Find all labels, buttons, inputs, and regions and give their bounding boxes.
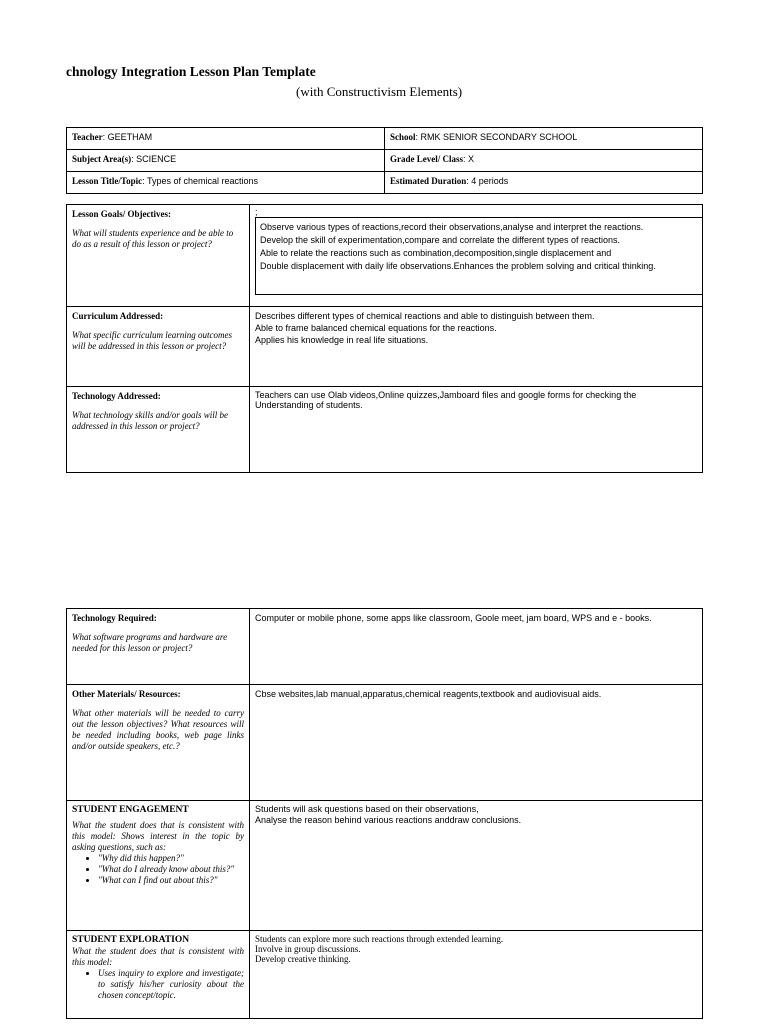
teacher-value: : GEETHAM — [102, 132, 153, 142]
exploration-heading: STUDENT EXPLORATION — [72, 935, 190, 945]
duration-cell — [385, 172, 703, 194]
lesson-value: : Types of chemical reactions — [142, 176, 258, 186]
technology-question: What technology skills and/or goals will be addressed in this lesson or project? — [72, 410, 228, 431]
exploration-content-cell — [250, 931, 703, 1019]
engagement-content-cell — [250, 801, 703, 931]
tech-required-label: Technology Required: — [72, 613, 157, 623]
document-subtitle: (with Constructivism Elements) — [296, 84, 463, 99]
grade-value: : X — [463, 154, 475, 164]
curriculum-label-cell — [67, 307, 250, 387]
engagement-line: Analyse the reason behind various reactions anddraw conclusions. — [255, 815, 522, 825]
engagement-intro: What the student does that is consistent with this model: Shows interest in the topic by asking questions, such as: — [72, 820, 244, 852]
engagement-bullet: • "What can I find out about this?" — [98, 875, 244, 886]
goals-line: Double displacement with daily life observations.Enhances the problem solving and critical thinking. — [260, 261, 656, 271]
tech-required-content-cell — [250, 609, 703, 685]
duration-label: Estimated Duration — [390, 176, 467, 186]
engagement-bullet: • "Why did this happen?" — [98, 853, 244, 864]
goals-text-box — [255, 217, 703, 295]
goals-label-cell — [67, 205, 250, 307]
engagement-heading: STUDENT ENGAGEMENT — [72, 805, 189, 815]
lesson-cell — [67, 172, 385, 194]
resources-table — [66, 608, 703, 1019]
exploration-bullet: • Uses inquiry to explore and investigate; to satisfy his/her curiosity about the chosen concept/topic. — [98, 968, 244, 1001]
exploration-bullet-list — [72, 968, 244, 1001]
curriculum-content-cell — [250, 307, 703, 387]
goals-question: What will students experience and be able to do as a result of this lesson or project? — [72, 228, 234, 249]
exploration-line: Develop creative thinking. — [255, 954, 351, 964]
materials-question: What other materials will be needed to carry out the lesson objectives? What resources will be needed including books, web page links and/or outside speakers, etc.? — [72, 708, 244, 751]
teacher-cell — [67, 128, 385, 150]
grade-cell — [385, 150, 703, 172]
lesson-label: Lesson Title/Topic — [72, 176, 143, 186]
exploration-line: Involve in group discussions. — [255, 944, 361, 954]
school-cell — [385, 128, 703, 150]
exploration-intro: What the student does that is consistent with this model: — [72, 946, 244, 967]
materials-text: Cbse websites,lab manual,apparatus,chemical reagents,textbook and audiovisual aids. — [255, 689, 602, 699]
engagement-line: Students will ask questions based on their observations, — [255, 804, 479, 814]
curriculum-line: Applies his knowledge in real life situations. — [255, 335, 429, 345]
technology-label-cell — [67, 387, 250, 473]
subject-value: : SCIENCE — [131, 154, 177, 164]
exploration-line: Students can explore more such reactions through extended learning. — [255, 934, 504, 944]
engagement-bullet-list — [72, 853, 244, 886]
materials-content-cell — [250, 685, 703, 801]
lesson-table — [66, 204, 703, 473]
engagement-bullet: • "What do I already know about this?" — [98, 864, 244, 875]
subject-cell — [67, 150, 385, 172]
goals-line: Develop the skill of experimentation,compare and correlate the different types of reactions. — [260, 235, 621, 245]
curriculum-line: Able to frame balanced chemical equations for the reactions. — [255, 323, 497, 333]
duration-value: : 4 periods — [466, 176, 509, 186]
exploration-label-cell — [67, 931, 250, 1019]
tech-required-question: What software programs and hardware are needed for this lesson or project? — [72, 632, 228, 653]
school-label: School — [390, 132, 416, 142]
goals-label: Lesson Goals/ Objectives: — [72, 209, 171, 219]
technology-text: Teachers can use Olab videos,Online quizzes,Jamboard files and google forms for checking the Understanding of students. — [255, 390, 637, 410]
teacher-label: Teacher — [72, 132, 103, 142]
goals-marker: ; — [255, 207, 258, 217]
curriculum-question: What specific curriculum learning outcomes will be addressed in this lesson or project? — [72, 330, 232, 351]
materials-label: Other Materials/ Resources: — [72, 689, 181, 699]
school-value: : RMK SENIOR SECONDARY SCHOOL — [415, 132, 578, 142]
document-title: chnology Integration Lesson Plan Template — [66, 64, 316, 79]
technology-content-cell — [250, 387, 703, 473]
goals-line: Observe various types of reactions,record their observations,analyse and interpret the reactions. — [260, 222, 644, 232]
engagement-label-cell — [67, 801, 250, 931]
subject-label: Subject Area(s) — [72, 154, 132, 164]
curriculum-label: Curriculum Addressed: — [72, 311, 164, 321]
goals-content-cell — [250, 205, 703, 307]
goals-line: Able to relate the reactions such as combination,decomposition,single displacement and — [260, 248, 612, 258]
tech-required-text: Computer or mobile phone, some apps like classroom, Goole meet, jam board, WPS and e - books. — [255, 613, 652, 623]
grade-label: Grade Level/ Class — [390, 154, 463, 164]
tech-required-label-cell — [67, 609, 250, 685]
technology-label: Technology Addressed: — [72, 391, 161, 401]
info-table — [66, 127, 703, 194]
materials-label-cell — [67, 685, 250, 801]
curriculum-line: Describes different types of chemical reactions and able to distinguish between them. — [255, 311, 595, 321]
